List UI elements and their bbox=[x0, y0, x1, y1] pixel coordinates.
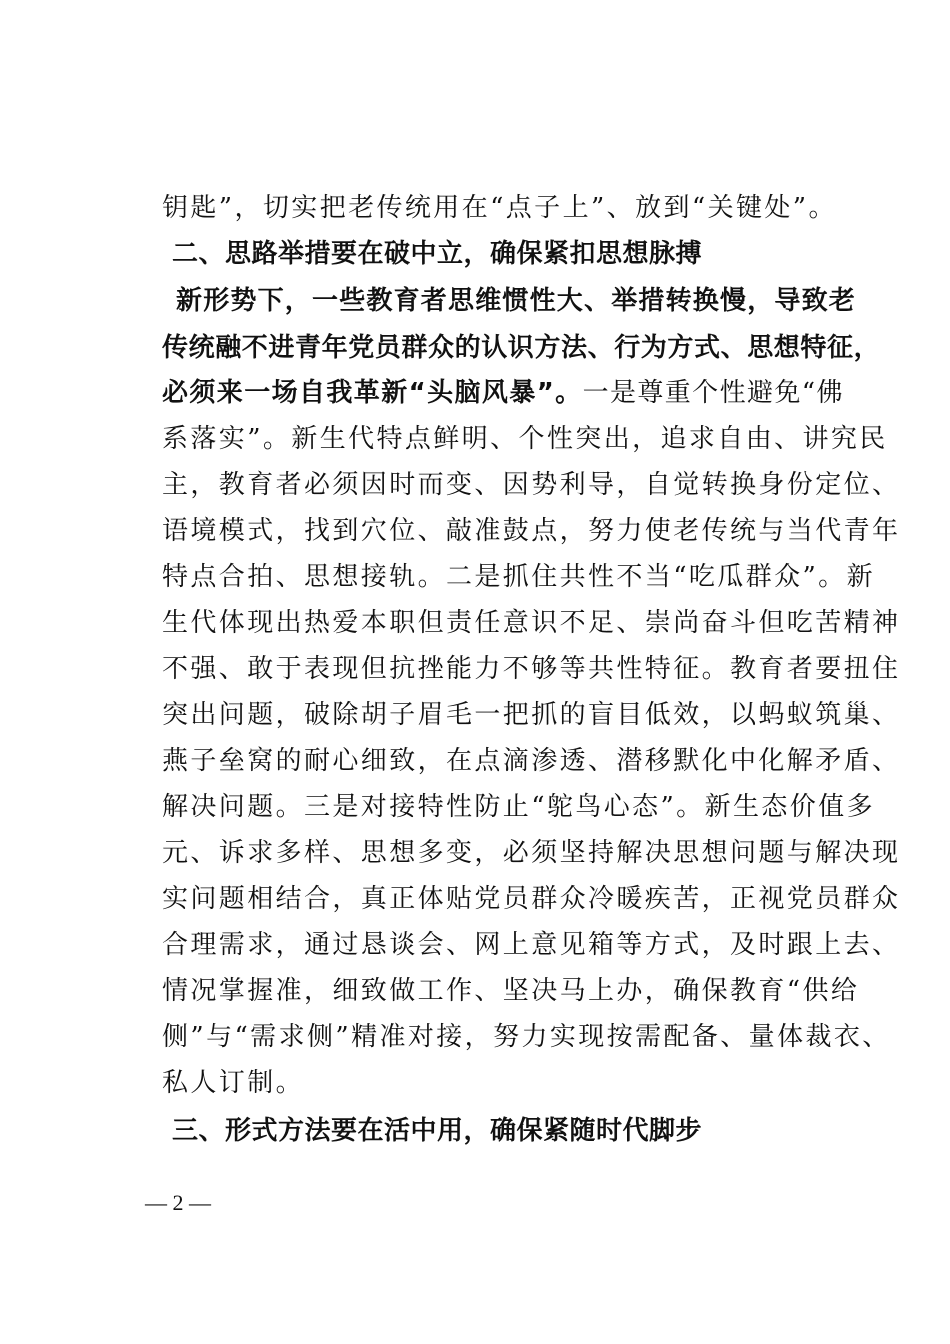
paragraph-line: 不强、敢于表现但抗挫能力不够等共性特征。教育者要扭住 bbox=[162, 654, 901, 684]
paragraph-line: 解决问题。三是对接特性防止“鸵鸟心态”。新生态价值多 bbox=[162, 792, 875, 822]
paragraph-line: 特点合拍、思想接轨。二是抓住共性不当“吃瓜群众”。新 bbox=[162, 562, 875, 592]
bold-lead-text: 必须来一场自我革新“头脑风暴”。 bbox=[162, 378, 583, 408]
paragraph-line: 合理需求，通过恳谈会、网上意见箱等方式，及时跟上去、 bbox=[162, 930, 901, 960]
section-heading-2: 二、思路举措要在破中立，确保紧扣思想脉搏 bbox=[172, 239, 703, 269]
paragraph-line bbox=[162, 370, 862, 416]
regular-text: 一是尊重个性避免“佛 bbox=[582, 378, 844, 408]
paragraph-line: 主，教育者必须因时而变、因势利导，自觉转换身份定位、 bbox=[162, 470, 901, 500]
paragraph-line: 元、诉求多样、思想多变，必须坚持解决思想问题与解决现 bbox=[162, 838, 901, 868]
paragraph-line: 情况掌握准，细致做工作、坚决马上办，确保教育“供给 bbox=[162, 976, 860, 1006]
paragraph-line: 语境模式，找到穴位、敲准鼓点，努力使老传统与当代青年 bbox=[162, 516, 901, 546]
paragraph-line: 突出问题，破除胡子眉毛一把抓的盲目低效，以蚂蚁筑巢、 bbox=[162, 700, 901, 730]
paragraph-line: 新形势下，一些教育者思维惯性大、举措转换慢，导致老 bbox=[176, 286, 857, 316]
paragraph-line: 系落实”。新生代特点鲜明、个性突出，追求自由、讲究民 bbox=[162, 424, 888, 454]
paragraph-line: 侧”与“需求侧”精准对接，努力实现按需配备、量体裁衣、 bbox=[162, 1022, 891, 1052]
paragraph-line: 实问题相结合，真正体贴党员群众冷暖疾苦，正视党员群众 bbox=[162, 884, 901, 914]
paragraph-line: 钥匙”，切实把老传统用在“点子上”、放到“关键处”。 bbox=[162, 193, 837, 223]
paragraph-line: 燕子垒窝的耐心细致，在点滴渗透、潜移默化中化解矛盾、 bbox=[162, 746, 901, 776]
paragraph-line: 传统融不进青年党员群众的认识方法、行为方式、思想特征， bbox=[162, 333, 881, 363]
paragraph-line: 生代体现出热爱本职但责任意识不足、崇尚奋斗但吃苦精神 bbox=[162, 608, 901, 638]
paragraph-line: 私人订制。 bbox=[162, 1068, 305, 1098]
section-heading-3: 三、形式方法要在活中用，确保紧随时代脚步 bbox=[172, 1116, 703, 1146]
page-number: — 2 — bbox=[145, 1190, 211, 1215]
